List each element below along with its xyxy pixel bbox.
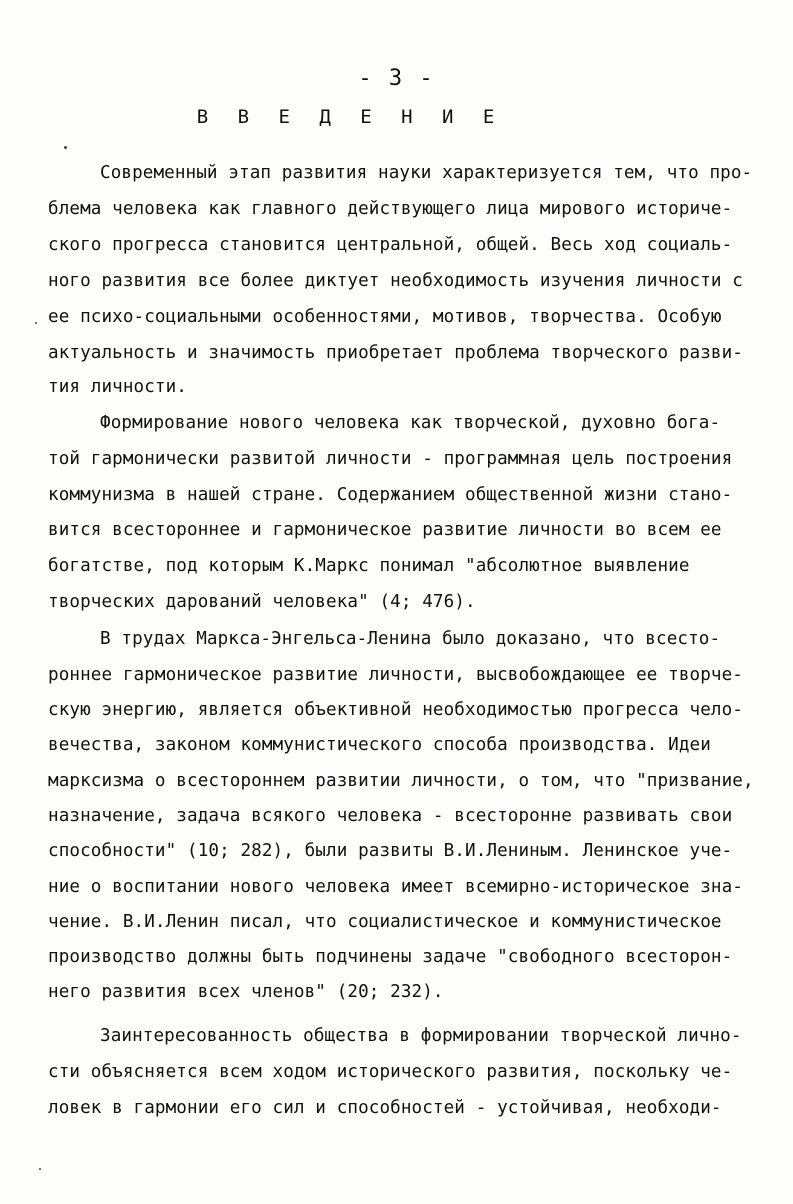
text-line: вечества, законом коммунистического способа производства. Идеи <box>48 735 711 755</box>
text-line: сти объясняется всем ходом исторического развития, поскольку че- <box>48 1062 733 1082</box>
text-line: производство должны быть подчинены задаче "свободного всесторон- <box>48 947 733 967</box>
text-line: роннее гармоническое развитие личности, высвобождающее ее творче- <box>48 665 744 685</box>
text-line: него развития всех членов" (20; 232). <box>48 982 444 1002</box>
text-line: вится всестороннее и гармоническое развитие личности во всем ее <box>48 520 722 540</box>
page-number: - 3 - <box>358 66 435 91</box>
text-line: богатстве, под которым К.Маркс понимал "абсолютное выявление <box>48 556 690 576</box>
text-line: ловек в гармонии его сил и способностей - устойчивая, необходи- <box>48 1098 722 1118</box>
scan-speck <box>64 146 67 149</box>
scan-speck <box>39 1168 41 1170</box>
text-line: В трудах Маркса-Энгельса-Ленина было доказано, что всесто- <box>100 629 721 649</box>
text-line: ского прогресса становится центральной, общей. Весь ход социаль- <box>48 235 733 255</box>
text-line: ного развития все более диктует необходимость изучения личности с <box>48 271 744 291</box>
text-line: творческих дарований человека" (4; 476). <box>48 592 476 612</box>
scan-speck <box>35 322 37 324</box>
text-line: чение. В.И.Ленин писал, что социалистическое и коммунистическое <box>48 912 722 932</box>
text-line: актуальность и значимость приобретает проблема творческого разви- <box>48 343 744 363</box>
text-line: тия личности. <box>48 377 188 397</box>
section-heading: В В Е Д Е Н И Е <box>196 106 504 128</box>
text-line: ние о воспитании нового человека имеет всемирно-историческое зна- <box>48 877 744 897</box>
text-line: назначение, задача всякого человека - всесторонне развивать свои <box>48 806 733 826</box>
text-line: скую энергию, является объективной необходимостью прогресса чело- <box>48 700 744 720</box>
text-line: Заинтересованность общества в формировании творческой лично- <box>100 1026 742 1046</box>
text-line: той гармонически развитой личности - программная цель построения <box>48 449 733 469</box>
text-line: марксизма о всестороннем развитии личности, о том, что "призвание, <box>48 771 754 791</box>
text-line: ее психо-социальными особенностями, мотивов, творчества. Особую <box>48 307 722 327</box>
text-line: блема человека как главного действующего лица мирового историче- <box>48 199 733 219</box>
text-line: Современный этап развития науки характеризуется тем, что про- <box>100 163 753 183</box>
text-line: коммунизма в нашей стране. Содержанием общественной жизни стано- <box>48 485 733 505</box>
text-line: Формирование нового человека как творческой, духовно бога- <box>100 413 721 433</box>
text-line: способности" (10; 282), были развиты В.И.Лениным. Ленинское уче- <box>48 841 733 861</box>
